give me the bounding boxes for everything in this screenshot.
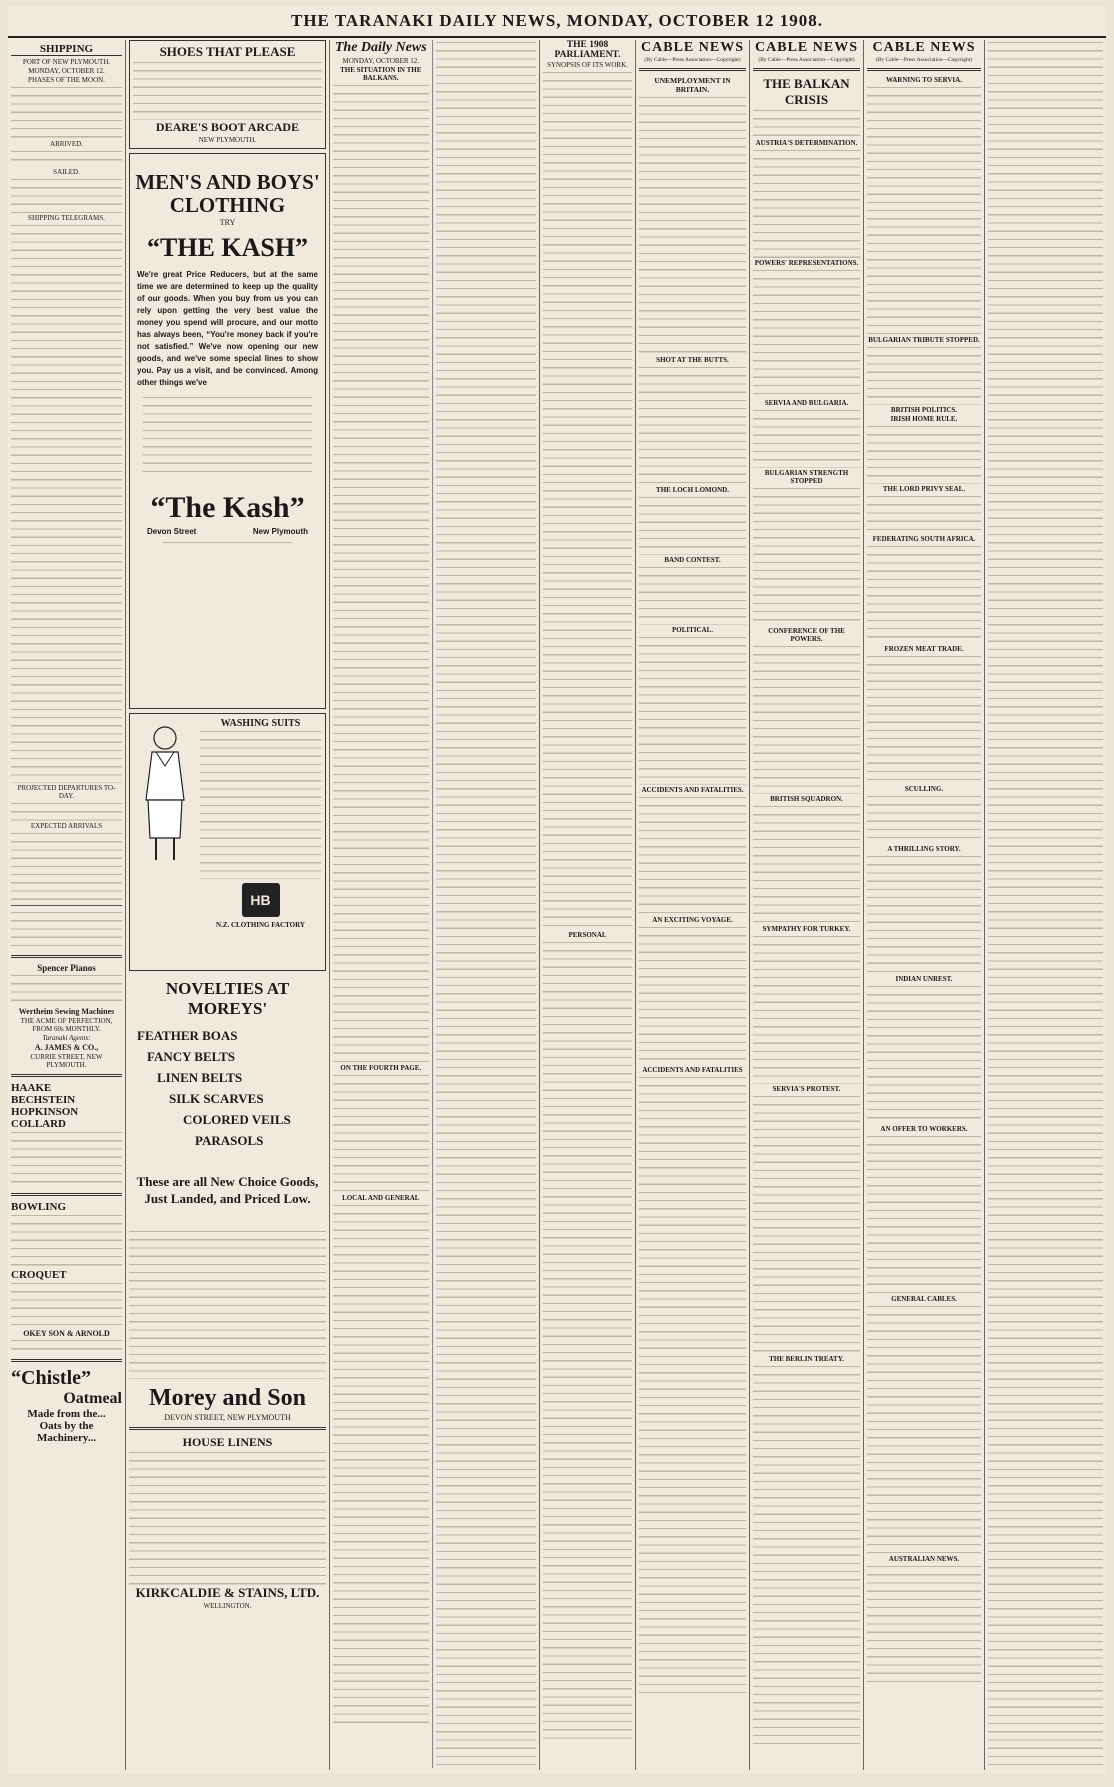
offer-workers-heading: AN OFFER TO WORKERS.	[880, 1125, 968, 1133]
morey-address: DEVON STREET, NEW PLYMOUTH	[164, 1413, 291, 1422]
warning-servia-heading: WARNING TO SERVIA.	[886, 76, 962, 84]
column-editorial	[330, 40, 540, 1770]
divider	[11, 905, 122, 906]
sailor-suit-icon	[134, 720, 196, 870]
shipping-heading: SHIPPING	[11, 43, 122, 56]
spencer-text	[11, 973, 122, 1007]
column-cable-news-1	[636, 40, 750, 1770]
political-text	[639, 635, 746, 785]
australian-news-text	[867, 1564, 981, 1684]
piano-text	[11, 1130, 122, 1188]
accidents-text-2	[639, 1075, 746, 1695]
bulgarian-strength-heading: BULGARIAN STRENGTH STOPPED	[764, 469, 849, 485]
loch-lomond-heading: THE LOCH LOMOND.	[656, 486, 729, 494]
novelties-title: NOVELTIES AT MOREYS'	[165, 979, 290, 1018]
australian-news-heading: AUSTRALIAN NEWS.	[888, 1555, 960, 1563]
conference-heading: CONFERENCE OF THE POWERS.	[768, 627, 845, 643]
piano-hopkinson: HOPKINSON	[11, 1106, 79, 1118]
washing-suits-title: WASHING SUITS	[220, 718, 301, 729]
divider	[639, 68, 746, 71]
local-general-heading: LOCAL AND GENERAL	[342, 1194, 420, 1202]
morey-title: Morey and Son	[149, 1385, 306, 1411]
cable-credit-1: (By Cable—Press Association—Copyright)	[644, 57, 741, 63]
shoes-advert	[129, 40, 326, 149]
telegrams-text	[11, 223, 122, 783]
okey-heading: OKEY SON & ARNOLD	[23, 1329, 110, 1338]
chistle-brand: “Chistle”	[11, 1367, 91, 1389]
editorial-date: MONDAY, OCTOBER 12.	[342, 57, 420, 65]
powers-heading: POWERS' REPRESENTATIONS.	[754, 259, 859, 267]
divider	[11, 1193, 122, 1196]
item-linen-belts: LINEN BELTS	[157, 1070, 243, 1085]
item-colored-veils: COLORED VEILS	[183, 1112, 291, 1127]
divider	[867, 68, 981, 71]
wertheim-heading: Wertheim Sewing Machines	[18, 1007, 115, 1016]
sculling-text	[867, 794, 981, 844]
piano-bechstein: BECHSTEIN	[11, 1094, 76, 1106]
editorial-text	[333, 83, 429, 1063]
try-label: TRY	[219, 218, 236, 227]
austria-text	[753, 148, 860, 258]
unemployment-text	[639, 95, 746, 355]
servia-protest-heading: SERVIA'S PROTEST.	[772, 1085, 841, 1093]
deare-address: NEW PLYMOUTH.	[198, 136, 257, 144]
irish-home-rule-heading: IRISH HOME RULE.	[890, 415, 958, 423]
servia-bulgaria-text	[753, 408, 860, 468]
thrilling-story-heading: A THRILLING STORY.	[887, 845, 961, 853]
expected-heading: EXPECTED ARRIVALS	[30, 822, 103, 830]
bulgarian-tribute-heading: BULGARIAN TRIBUTE STOPPED.	[868, 336, 980, 344]
newspaper-page	[8, 6, 1106, 1774]
political-heading: POLITICAL.	[671, 626, 714, 634]
divider	[129, 1427, 326, 1430]
cable-credit-2: (By Cable—Press Association—Copyright)	[758, 57, 855, 63]
kash-devon-street: Devon Street	[147, 527, 197, 536]
arrived-text	[11, 149, 122, 167]
bulgarian-tribute-text	[867, 345, 981, 405]
okey-text	[11, 1338, 122, 1354]
expected-text	[11, 831, 122, 901]
shot-butts-text	[639, 365, 746, 485]
parliament-subtitle: SYNOPSIS OF ITS WORK.	[547, 61, 628, 69]
deare-title: DEARE'S BOOT ARCADE	[155, 120, 300, 134]
sailed-text	[11, 177, 122, 213]
column-parliament	[540, 40, 636, 1770]
frozen-meat-heading: FROZEN MEAT TRADE.	[884, 645, 964, 653]
kash-title: “THE KASH”	[146, 233, 309, 262]
nz-clothing-factory: N.Z. CLOTHING FACTORY	[216, 921, 305, 929]
house-linens-title: HOUSE LINENS	[182, 1435, 273, 1449]
daily-news-title: The Daily News	[334, 40, 427, 55]
divider	[11, 1359, 122, 1362]
general-cables-heading: GENERAL CABLES.	[891, 1295, 957, 1303]
kash-tagline	[163, 540, 292, 550]
accidents-text-1	[639, 795, 746, 915]
british-squadron-text	[753, 804, 860, 924]
projected-heading: PROJECTED DEPARTURES TO-DAY.	[17, 784, 116, 800]
machinery: Machinery...	[37, 1432, 96, 1444]
tide-table	[11, 85, 122, 139]
sympathy-turkey-text	[753, 934, 860, 1084]
servia-bulgaria-heading: SERVIA AND BULGARIA.	[764, 399, 849, 407]
piano-haake: HAAKE	[11, 1082, 52, 1094]
croquet-text	[11, 1281, 122, 1329]
projected-text	[11, 801, 122, 821]
irish-home-rule-text	[867, 424, 981, 484]
conference-text	[753, 644, 860, 794]
editorial-continued-text	[436, 40, 536, 1766]
cable-news-title-2: CABLE NEWS	[755, 40, 858, 55]
sailed-heading: SAILED.	[53, 168, 80, 176]
austria-heading: AUSTRIA'S DETERMINATION.	[755, 139, 858, 147]
port-heading: PORT OF NEW PLYMOUTH.	[22, 58, 111, 66]
indian-unrest-heading: INDIAN UNREST.	[895, 975, 953, 983]
indian-unrest-text	[867, 984, 981, 1124]
made-from: Made from the...	[27, 1408, 106, 1420]
divider	[753, 68, 860, 71]
kash-new-plymouth: New Plymouth	[252, 527, 308, 536]
british-politics-heading: BRITISH POLITICS.	[890, 406, 958, 414]
shoes-title: SHOES THAT PLEASE	[159, 44, 296, 59]
berlin-treaty-text	[753, 1364, 860, 1744]
cable-news-continued-text	[988, 40, 1103, 1766]
unemployment-heading: UNEMPLOYMENT IN BRITAIN.	[654, 76, 731, 94]
personal-text	[543, 940, 632, 1740]
item-fancy-belts: FANCY BELTS	[147, 1049, 236, 1064]
kash-logo: “The Kash”	[150, 491, 305, 524]
agents-name: A. JAMES & CO.,	[34, 1043, 99, 1052]
sculling-heading: SCULLING.	[904, 785, 944, 793]
moon-heading: PHASES OF THE MOON.	[28, 76, 105, 84]
exciting-voyage-heading: AN EXCITING VOYAGE.	[652, 916, 733, 924]
column-advertisements	[126, 40, 330, 1770]
frozen-meat-text	[867, 654, 981, 784]
masthead: THE TARANAKI DAILY NEWS, MONDAY, OCTOBER 12 1908.	[8, 6, 1106, 38]
new-goods-line: These are all New Choice Goods, Just Landed, and Priced Low.	[136, 1174, 319, 1206]
offer-workers-text	[867, 1134, 981, 1294]
parliament-text	[543, 70, 632, 930]
personal-heading: PERSONAL	[568, 931, 607, 939]
telegrams-heading: SHIPPING TELEGRAMS.	[28, 214, 105, 222]
lord-privy-seal-heading: THE LORD PRIVY SEAL.	[882, 485, 966, 493]
band-contest-text	[639, 565, 746, 625]
arrived-heading: ARRIVED.	[50, 140, 83, 148]
oats-by: Oats by the	[39, 1420, 94, 1432]
mens-clothing-title: MEN'S AND BOYS' CLOTHING	[135, 170, 320, 217]
servia-protest-text	[753, 1094, 860, 1354]
cable-credit-3: (By Cable—Press Association—Copyright)	[875, 57, 973, 63]
agents-label: Taranaki Agents:	[42, 1034, 91, 1042]
british-squadron-heading: BRITISH SQUADRON.	[770, 795, 843, 803]
sympathy-turkey-heading: SYMPATHY FOR TURKEY.	[762, 925, 851, 933]
powers-text	[753, 268, 860, 398]
spencer-heading: Spencer Pianos	[37, 963, 96, 973]
exciting-voyage-text	[639, 925, 746, 1065]
lord-privy-seal-text	[867, 494, 981, 534]
bulgarian-strength-text	[753, 486, 860, 626]
morey-price-list	[129, 1229, 326, 1379]
acme-text: THE ACME OF PERFECTION, FROM 60s MONTHLY.	[20, 1017, 113, 1033]
column-cable-news-2	[750, 40, 864, 1770]
column-cable-news-3	[864, 40, 1106, 1770]
fourth-page-list	[333, 1073, 429, 1193]
kirkcaldie-title: KIRKCALDIE & STAINS, LTD.	[135, 1585, 320, 1600]
balkan-crisis-sub	[753, 108, 860, 138]
local-general-text	[333, 1203, 429, 1723]
washing-suits-advert	[129, 713, 326, 971]
kash-price-list	[143, 395, 312, 475]
column-shipping	[8, 40, 126, 1770]
washing-suits-text	[200, 729, 321, 879]
divider	[11, 955, 122, 958]
wellington-label: WELLINGTON.	[203, 1602, 252, 1610]
south-africa-text	[867, 544, 981, 644]
bowling-text	[11, 1213, 122, 1269]
balkans-heading: THE SITUATION IN THE BALKANS.	[340, 66, 422, 82]
general-cables-text	[867, 1304, 981, 1554]
oatmeal-label: Oatmeal	[63, 1390, 122, 1407]
agents-address: CURRIE STREET, NEW PLYMOUTH.	[30, 1053, 103, 1069]
cable-news-title-3: CABLE NEWS	[872, 40, 976, 55]
hb-logo: HB	[242, 883, 280, 917]
boy-illustration	[134, 720, 196, 874]
accidents-heading-1: ACCIDENTS AND FATALITIES.	[641, 786, 744, 794]
berlin-treaty-heading: THE BERLIN TREATY.	[769, 1355, 844, 1363]
shoes-text	[133, 60, 322, 120]
croquet-heading: CROQUET	[11, 1269, 67, 1281]
accidents-heading-2: ACCIDENTS AND FATALITIES	[642, 1066, 743, 1074]
fourth-page-heading: ON THE FOURTH PAGE.	[340, 1064, 422, 1072]
parliament-title: THE 1908 PARLIAMENT.	[554, 40, 621, 60]
kash-body: We're great Price Reducers, but at the same time we are determined to keep up the quality of our goods. When you buy from us you can rely upon getting the very best value the money you spend will procure, and our motto has always been, “You're money back if you're not satisfied.” We've now opening our new goods, and we've some special lines to show you. Pay us a visit, and be convinced. Among other things we've	[137, 270, 318, 387]
item-feather-boas: FEATHER BOAS	[137, 1028, 238, 1043]
house-linens-text	[129, 1450, 326, 1585]
loch-lomond-text	[639, 495, 746, 555]
bowling-heading: BOWLING	[11, 1201, 67, 1213]
divider	[11, 1074, 122, 1077]
notice-text	[11, 910, 122, 950]
port-date: MONDAY, OCTOBER 12.	[28, 67, 105, 75]
kash-advert	[129, 153, 326, 709]
south-africa-heading: FEDERATING SOUTH AFRICA.	[872, 535, 976, 543]
thrilling-story-text	[867, 854, 981, 974]
band-contest-heading: BAND CONTEST.	[664, 556, 721, 564]
balkan-crisis-heading: THE BALKAN CRISIS	[763, 76, 850, 107]
cable-news-title-1: CABLE NEWS	[641, 40, 744, 55]
item-silk-scarves: SILK SCARVES	[169, 1091, 264, 1106]
shot-butts-heading: SHOT AT THE BUTTS.	[656, 356, 729, 364]
warning-servia-text	[867, 85, 981, 335]
piano-collard: COLLARD	[11, 1118, 67, 1130]
item-parasols: PARASOLS	[195, 1133, 264, 1148]
